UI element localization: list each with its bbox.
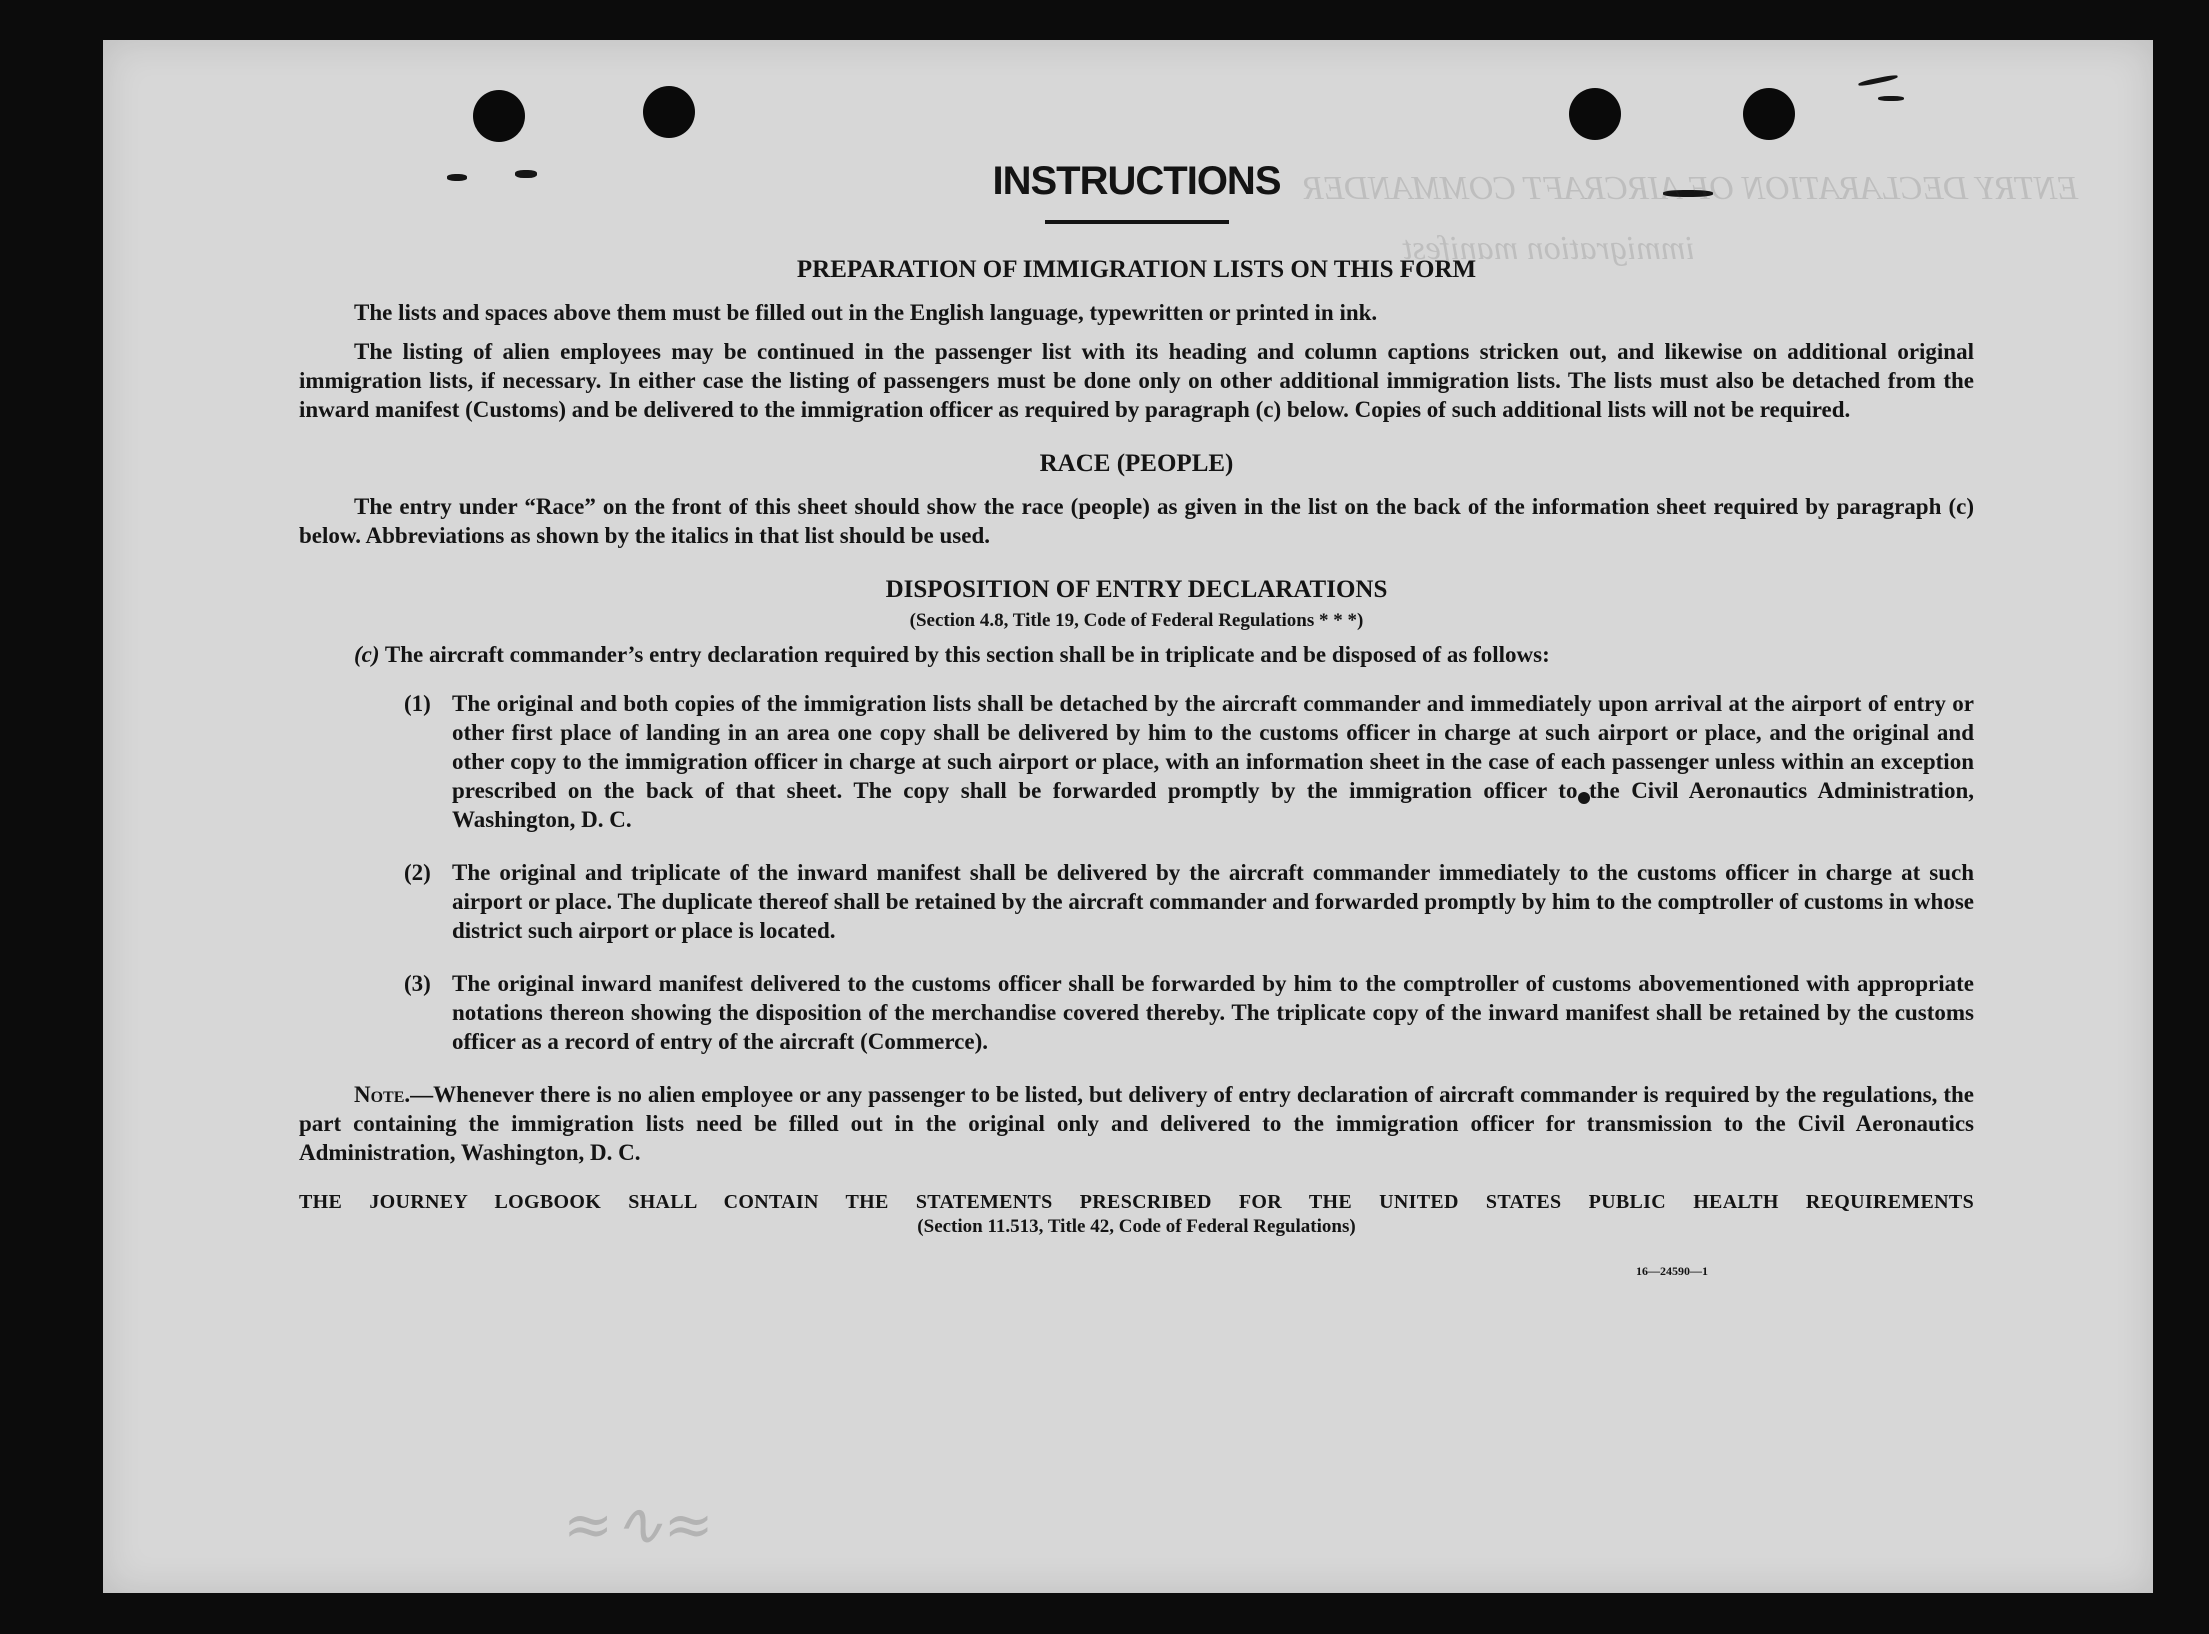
section-heading-race: RACE (PEOPLE) (1039, 450, 1234, 477)
disposition-citation: (Section 4.8, Title 19, Code of Federal Regulations * * *) (909, 610, 1364, 631)
item-number: (2) (404, 860, 431, 885)
note-label: Note. (354, 1082, 411, 1107)
ink-mark (1858, 74, 1898, 87)
note-text: —Whenever there is no alien employee or any passenger to be listed, but delivery of entry declaration of aircraft commander is required by the regulations, the part containing the immigration lists need be filled out in the original only and delivered to the immigration officer for transmission to the Civil Aeronautics Administration, Washington, D. C. (299, 1082, 1974, 1165)
title-underline (1045, 220, 1229, 224)
item-text: The original inward manifest delivered to the customs officer shall be forwarded by him to the comptroller of customs abovementioned with appropriate notations thereon showing the disposition of the merchandise covered thereby. The triplicate copy of the inward manifest shall be retained by the customs officer as a record of entry of the aircraft (Commerce). (452, 971, 1974, 1054)
item-number: (3) (404, 971, 431, 996)
instructions-content (299, 115, 1974, 1279)
public-health-citation: (Section 11.513, Title 42, Code of Federal Regulations) (917, 1216, 1356, 1237)
form-number: 16—24590—1 (1636, 1264, 1708, 1278)
disposition-intro (299, 640, 1974, 669)
item-text: The original and both copies of the immigration lists shall be detached by the aircraft commander and immediately upon arrival at the airport of entry or other first place of landing in an area one copy shall be delivered by him to the customs officer in charge at such airport or place, and the original and other copy to the immigration officer in charge at such airport or place, with an information sheet in the case of each passenger unless within an exception prescribed on the back of that sheet. The copy shall be forwarded promptly by the immigration officer to the Civil Aeronautics Administration, Washington, D. C. (452, 691, 1974, 832)
section-heading-preparation: PREPARATION OF IMMIGRATION LISTS ON THIS FORM (796, 256, 1477, 283)
preparation-paragraph-2: The listing of alien employees may be continued in the passenger list with its heading and column captions stricken out, and likewise on additional original immigration lists, if necessary. In either case the listing of passengers must be done only on other additional immigration lists. The lists must also be detached from the inward manifest (Customs) and be delivered to the immigration officer as required by paragraph (c) below. Copies of such additional lists will not be required. (299, 339, 1974, 422)
public-health-statement: THE JOURNEY LOGBOOK SHALL CONTAIN THE STATEMENTS PRESCRIBED FOR THE UNITED STATES PUBLIC HEALTH REQUIREMENTS (299, 1191, 1974, 1213)
item-text: The original and triplicate of the inward manifest shall be delivered by the aircraft commander immediately to the customs officer in charge at such airport or place. The duplicate thereof shall be retained by the aircraft commander and forwarded promptly by him to the comptroller of customs in whose district such airport or place is located. (452, 860, 1974, 943)
disposition-item (299, 969, 1974, 1056)
disposition-item (299, 689, 1974, 834)
paragraph-label-c: (c) (354, 642, 380, 667)
item-number: (1) (404, 691, 431, 716)
preparation-paragraph-1: The lists and spaces above them must be filled out in the English language, typewritten or printed in ink. (354, 300, 1378, 325)
race-paragraph: The entry under “Race” on the front of this sheet should show the race (people) as given in the list on the back of the information sheet required by paragraph (c) below. Abbreviations as shown by the italics in that list should be used. (299, 494, 1974, 548)
note-paragraph (299, 1080, 1974, 1167)
section-heading-disposition: DISPOSITION OF ENTRY DECLARATIONS (885, 576, 1388, 603)
document-page (103, 40, 2153, 1593)
bleed-through-text: immigration manifest (1403, 230, 1695, 267)
ink-mark (1878, 96, 1904, 101)
disposition-item (299, 858, 1974, 945)
pencil-marking: ≈∿≈ (563, 1490, 714, 1560)
disposition-intro-text: The aircraft commander’s entry declaration required by this section shall be in triplicate and be disposed of as follows: (384, 642, 1550, 667)
bleed-through-text: ENTRY DECLARATION OF AIRCRAFT COMMANDER (1303, 170, 2079, 207)
page-title: INSTRUCTIONS (992, 159, 1281, 203)
